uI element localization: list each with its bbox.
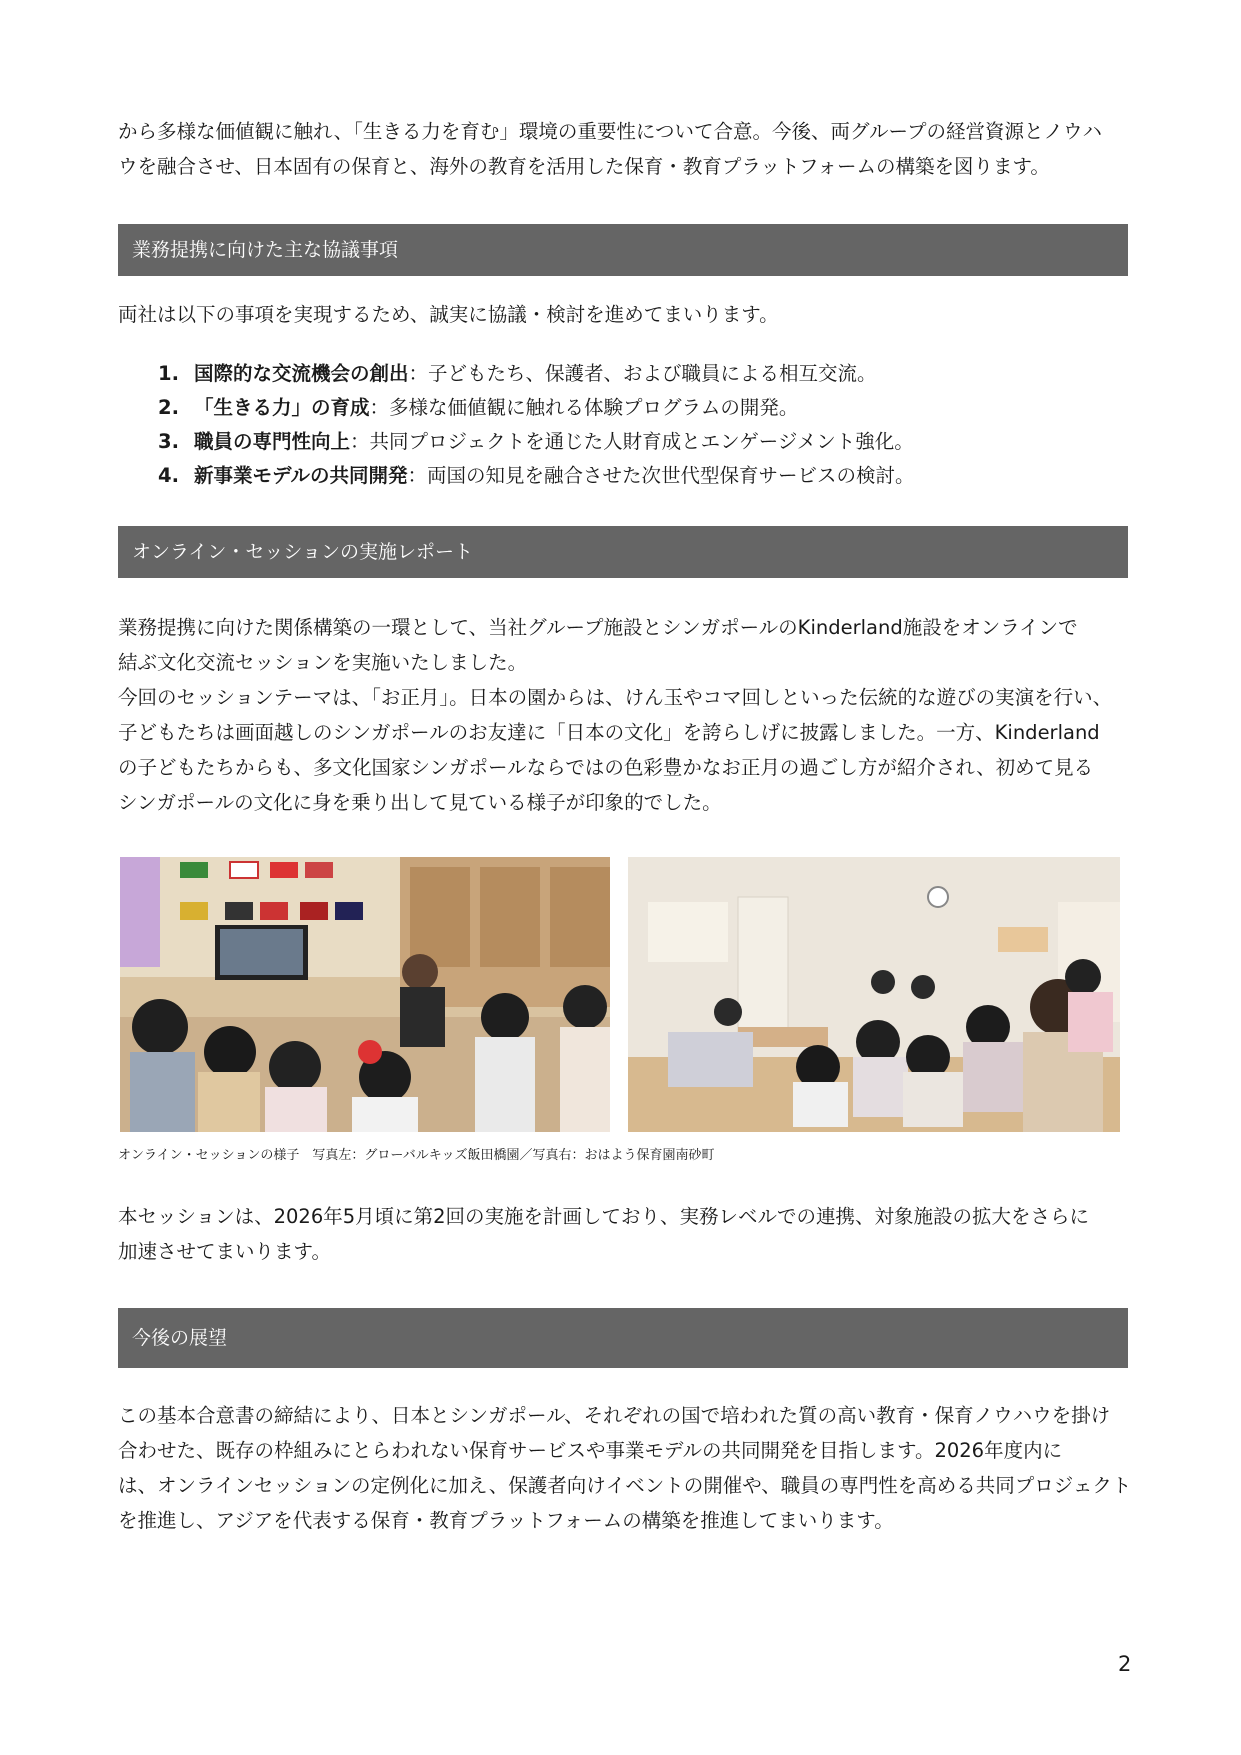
outlook-paragraph: [118, 1398, 1132, 1538]
classroom-photo-left: [120, 857, 610, 1132]
list-desc: ：共同プロジェクトを通じた人財育成とエンゲージメント強化。: [350, 430, 914, 453]
list-number: 3.: [158, 430, 179, 453]
outlook-line: 合わせた、既存の枠組みにとらわれない保育サービスや事業モデルの共同開発を目指します。2026年度内に: [118, 1439, 1063, 1462]
list-term: 新事業モデルの共同開発: [194, 464, 408, 487]
section-heading-outlook: 今後の展望: [118, 1308, 1128, 1368]
photo-right: [628, 857, 1120, 1132]
outlook-line: は、オンラインセッションの定例化に加え、保護者向けイベントの開催や、職員の専門性を高める共同プロジェクト: [118, 1474, 1132, 1497]
list-desc: ：多様な価値観に触れる体験プログラムの開発。: [369, 396, 799, 419]
followup-line: 加速させてまいります。: [118, 1240, 331, 1263]
page-number: 2: [1118, 1652, 1132, 1676]
intro-line: ウを融合させ、日本固有の保育と、海外の教育を活用した保育・教育プラットフォームの構築を図ります。: [118, 155, 1050, 178]
intro-paragraph: [118, 114, 1128, 184]
list-desc: ：両国の知見を融合させた次世代型保育サービスの検討。: [407, 464, 915, 487]
report-line: の子どもたちからも、多文化国家シンガポールならではの色彩豊かなお正月の過ごし方が紹介され、初めて見る: [118, 756, 1094, 779]
agreement-lead-text: 両社は以下の事項を実現するため、誠実に協議・検討を進めてまいります。: [118, 303, 779, 326]
section-heading-agreement: 業務提携に向けた主な協議事項: [118, 224, 1128, 276]
list-desc: ：子どもたち、保護者、および職員による相互交流。: [408, 362, 877, 385]
report-line: 子どもたちは画面越しのシンガポールのお友達に「日本の文化」を誇らしげに披露しました。一方、Kinderland: [118, 721, 1100, 744]
outlook-line: を推進し、アジアを代表する保育・教育プラットフォームの構築を推進してまいります。: [118, 1509, 894, 1532]
followup-paragraph: [118, 1199, 1128, 1269]
agreement-list: [158, 357, 915, 493]
outlook-line: この基本合意書の締結により、日本とシンガポール、それぞれの国で培われた質の高い教育・保育ノウハウを掛け: [118, 1404, 1111, 1427]
photo-left: [120, 857, 610, 1132]
photo-caption: オンライン・セッションの様子 写真左：グローバルキッズ飯田橋園／写真右：おはよう保育園南砂町: [118, 1148, 715, 1163]
report-line: 今回のセッションテーマは、「お正月」。日本の園からは、けん玉やコマ回しといった伝統的な遊びの実演を行い、: [118, 686, 1113, 709]
list-item: [158, 425, 915, 459]
report-paragraph: [118, 610, 1128, 820]
followup-line: 本セッションは、2026年5月頃に第2回の実施を計画しており、実務レベルでの連携、対象施設の拡大をさらに: [118, 1205, 1090, 1228]
section-heading-report: オンライン・セッションの実施レポート: [118, 526, 1128, 578]
list-item: [158, 459, 915, 493]
report-line: シンガポールの文化に身を乗り出して見ている様子が印象的でした。: [118, 791, 722, 814]
report-line: 結ぶ文化交流セッションを実施いたしました。: [118, 651, 528, 674]
intro-line: から多様な価値観に触れ、「生きる力を育む」環境の重要性について合意。今後、両グループの経営資源とノウハ: [118, 120, 1102, 143]
list-number: 2.: [158, 396, 179, 419]
list-item: [158, 391, 915, 425]
list-term: 国際的な交流機会の創出: [194, 362, 409, 385]
classroom-photo-right: [628, 857, 1120, 1132]
list-number: 4.: [158, 464, 179, 487]
list-item: [158, 357, 915, 391]
list-number: 1.: [158, 362, 179, 385]
list-term: 職員の専門性向上: [194, 430, 351, 453]
agreement-lead: [118, 297, 1128, 332]
list-term: 「生きる力」の育成: [194, 396, 370, 419]
report-line: 業務提携に向けた関係構築の一環として、当社グループ施設とシンガポールのKinderland施設をオンラインで: [118, 616, 1078, 639]
